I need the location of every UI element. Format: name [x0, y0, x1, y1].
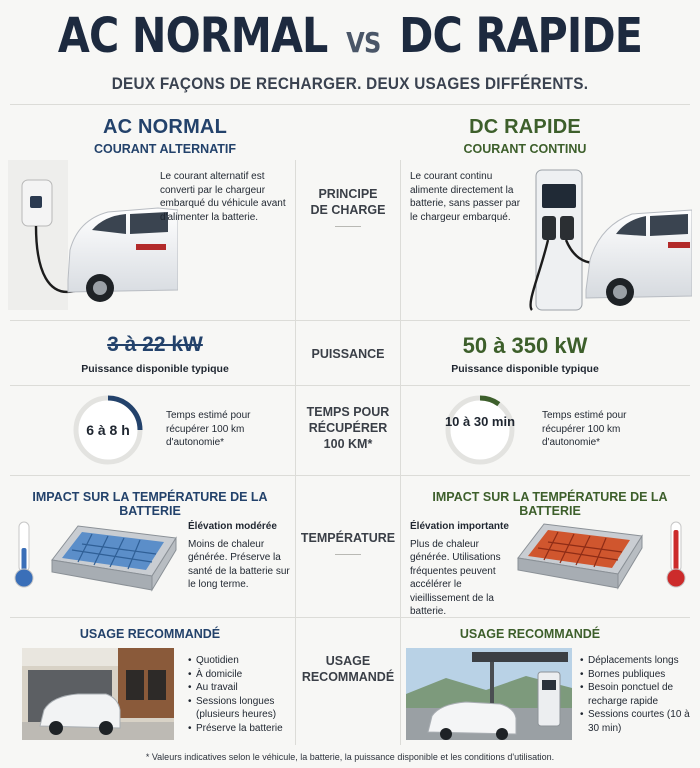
- ac-title: AC NORMAL: [102, 116, 227, 138]
- ac-time-text: Temps estimé pour récupérer 100 km d'autonomie*: [166, 410, 251, 448]
- list-item: • Au travail: [188, 681, 292, 695]
- center-label-temperature: TEMPÉRATURE: [296, 530, 400, 555]
- subtitle: DEUX FAÇONS DE RECHARGER. DEUX USAGES DIFFÉRENTS.: [111, 74, 589, 93]
- dc-usage-title: USAGE RECOMMANDÉ: [459, 627, 601, 641]
- dc-heading: [440, 116, 610, 156]
- header: [0, 0, 700, 104]
- dc-time-text: Temps estimé pour récupérer 100 km d'autonomie*: [542, 410, 627, 448]
- list-item: • Quotidien: [188, 654, 292, 668]
- title-dc: DC RAPIDE: [399, 8, 643, 64]
- battery-hot-illustration: [514, 518, 646, 600]
- row-divider-1: [10, 320, 690, 321]
- dc-temp-text: Plus de chaleur générée. Utilisations fréquentes peuvent accélérer le vieillissement de la batterie.: [410, 538, 501, 617]
- center-label-time: TEMPS POUR RÉCUPÉRER 100 KM*: [306, 405, 390, 451]
- title-vs: VS: [346, 26, 381, 59]
- list-item: • Besoin ponctuel de recharge rapide: [580, 681, 692, 708]
- row-divider-4: [10, 617, 690, 618]
- ac-principle-text: Le courant alternatif est converti par le chargeur embarqué du véhicule avant d'alimenter la batterie.: [160, 171, 286, 223]
- list-item: • Sessions longues (plusieurs heures): [188, 695, 292, 722]
- thermometer-hot-icon: [662, 518, 690, 590]
- battery-cool-illustration: [48, 520, 180, 600]
- center-label-usage: USAGE RECOMMANDÉ: [301, 654, 395, 684]
- ac-usage-list: [188, 654, 292, 735]
- dc-station-photo: [406, 648, 572, 740]
- dc-usage-list: [580, 654, 692, 735]
- dc-power-caption: Puissance disponible typique: [451, 363, 599, 375]
- list-item: • Déplacements longs: [580, 654, 692, 668]
- main-title: [49, 8, 651, 64]
- footnote: * Valeurs indicatives selon le véhicule, la batterie, la puissance disponible et les conditions d'utilisation.: [145, 752, 555, 762]
- center-label-power: PUISSANCE: [311, 347, 385, 361]
- list-item: • Sessions courtes (10 à 30 min): [580, 708, 692, 735]
- dc-time-gauge: [444, 394, 516, 466]
- ac-home-garage-photo: [22, 648, 174, 740]
- column-divider-right: [400, 160, 401, 745]
- dc-time-value: 10 à 30 min: [444, 414, 516, 429]
- ac-temp-block: [188, 520, 292, 592]
- dc-charger-car-illustration: [520, 164, 692, 316]
- dc-temp-title: IMPACT SUR LA TEMPÉRATURE DE LA BATTERIE: [432, 490, 668, 518]
- ac-temp-title: IMPACT SUR LA TEMPÉRATURE DE LA BATTERIE: [32, 490, 268, 518]
- list-item: • Bornes publiques: [580, 668, 692, 682]
- row-divider-3: [10, 475, 690, 476]
- ac-temp-heading: Élévation modérée: [188, 521, 277, 532]
- ac-time-value: 6 à 8 h: [86, 422, 130, 438]
- dc-temp-heading: Élévation importante: [410, 521, 509, 532]
- list-item: • À domicile: [188, 668, 292, 682]
- center-label-principle: PRINCIPE DE CHARGE: [296, 186, 400, 227]
- dc-power-value: 50 à 350 kW: [462, 333, 588, 358]
- row-divider-2: [10, 385, 690, 386]
- header-divider: [10, 104, 690, 105]
- car-tail-light: [136, 244, 166, 250]
- ac-charger-car-illustration: [8, 160, 178, 316]
- ac-heading: [80, 116, 250, 156]
- thermometer-cold-icon: [10, 518, 38, 590]
- list-item: • Préserve la batterie: [188, 722, 292, 736]
- dc-station-screen: [542, 184, 576, 208]
- dc-subtitle: COURANT CONTINU: [463, 142, 587, 156]
- ac-subtitle: COURANT ALTERNATIF: [93, 142, 237, 156]
- ac-usage-title: USAGE RECOMMANDÉ: [79, 627, 221, 641]
- dc-title: DC RAPIDE: [469, 116, 581, 138]
- ac-power-caption: Puissance disponible typique: [81, 363, 229, 375]
- title-ac: AC NORMAL: [57, 8, 328, 64]
- dc-temp-block: [410, 520, 514, 619]
- ac-temp-text: Moins de chaleur générée. Préserve la santé de la batterie sur le long terme.: [188, 538, 290, 590]
- wallbox-screen: [30, 196, 42, 208]
- dc-principle-text: Le courant continu alimente directement la batterie, sans passer par le chargeur embarqué.: [410, 171, 521, 223]
- ac-power-value: 3 à 22 kW: [107, 333, 203, 356]
